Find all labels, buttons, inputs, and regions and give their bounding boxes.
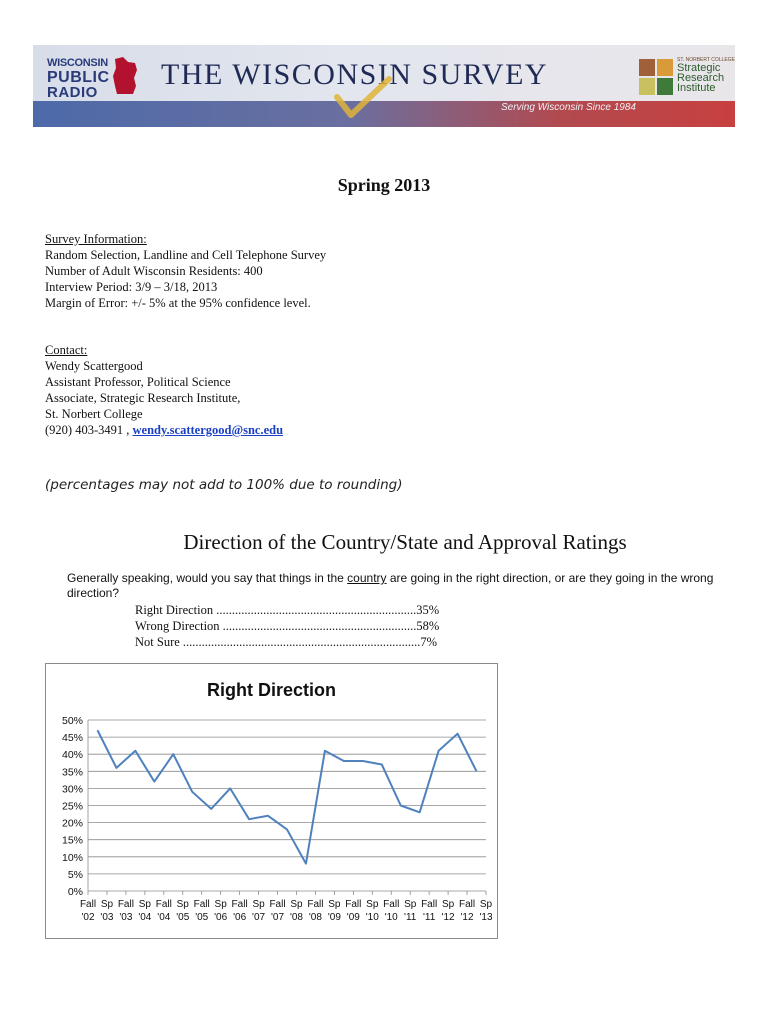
x-tick-label: Fall <box>193 899 210 910</box>
x-tick-label: Fall <box>117 899 134 910</box>
chart-plot <box>46 664 499 940</box>
y-tick-label: 35% <box>61 766 83 779</box>
sri-line1: Strategic <box>677 62 721 74</box>
answer-label: Right Direction <box>135 603 217 617</box>
chart-title: Right Direction <box>207 680 336 700</box>
survey-info-line: Margin of Error: +/- 5% at the 95% confidence level. <box>45 296 311 310</box>
x-tick-label: Fall <box>269 899 286 910</box>
question-keyword: country <box>347 571 387 585</box>
x-tick-label: '13 <box>479 912 493 923</box>
contact-block <box>45 342 283 438</box>
answer-leader: ............................................................................ <box>182 635 421 649</box>
answer-value: 7% <box>420 635 438 649</box>
checkmark-icon <box>333 75 393 125</box>
answer-row <box>135 618 439 634</box>
wpr-logo-line1: WISCONSIN <box>47 57 108 69</box>
y-tick-label: 20% <box>61 817 83 830</box>
x-tick-label: '07 <box>271 912 285 923</box>
right-direction-chart <box>45 663 498 939</box>
x-tick-label: Sp <box>366 899 379 910</box>
x-tick-label: Fall <box>345 899 362 910</box>
contact-email-link[interactable]: wendy.scattergood@snc.edu <box>132 423 284 437</box>
x-tick-label: Fall <box>458 899 476 910</box>
x-tick-label: Sp <box>252 899 265 910</box>
x-tick-label: '10 <box>365 912 379 923</box>
wisconsin-map-icon <box>111 56 139 96</box>
survey-banner <box>33 45 735 127</box>
x-tick-label: '05 <box>176 912 190 923</box>
x-tick-label: '03 <box>100 912 114 923</box>
section-title: Direction of the Country/State and Approval Ratings <box>183 530 627 554</box>
y-tick-label: 10% <box>61 851 83 864</box>
contact-phone: (920) 403-3491 , <box>45 423 133 437</box>
survey-question <box>67 571 727 601</box>
answer-label: Wrong Direction <box>135 619 223 633</box>
answer-value: 35% <box>416 603 440 617</box>
x-tick-label: '12 <box>441 912 455 923</box>
x-tick-label: '10 <box>384 912 398 923</box>
contact-line: St. Norbert College <box>45 407 143 421</box>
y-tick-label: 45% <box>61 732 83 745</box>
y-tick-label: 5% <box>67 868 83 881</box>
survey-info-heading: Survey Information: <box>45 232 147 246</box>
x-tick-label: '08 <box>308 912 322 923</box>
x-tick-label: Sp <box>479 899 493 910</box>
x-tick-label: Sp <box>441 899 455 910</box>
answer-leader: ................................................................ <box>216 603 417 617</box>
answer-leader: .............................................................. <box>222 619 417 633</box>
contact-line: Wendy Scattergood <box>45 359 143 373</box>
x-tick-label: '11 <box>404 912 417 923</box>
x-tick-label: Fall <box>421 899 438 910</box>
answer-label: Not Sure <box>135 635 183 649</box>
x-tick-label: Fall <box>307 899 324 910</box>
answer-value: 58% <box>416 619 440 633</box>
x-tick-label: '04 <box>138 912 152 923</box>
x-tick-label: '02 <box>81 912 95 923</box>
x-tick-label: '03 <box>119 912 133 923</box>
x-tick-label: '05 <box>195 912 209 923</box>
x-tick-label: '08 <box>289 912 303 923</box>
survey-information <box>45 231 326 311</box>
x-tick-label: '07 <box>252 912 266 923</box>
sri-squares-icon <box>639 59 673 95</box>
y-tick-label: 50% <box>61 715 83 727</box>
sri-name <box>677 63 724 93</box>
x-tick-label: Sp <box>176 899 189 910</box>
y-tick-label: 25% <box>61 800 83 813</box>
x-tick-label: Sp <box>290 899 303 910</box>
wisconsin-public-radio-logo <box>39 54 137 100</box>
x-tick-label: Fall <box>231 899 248 910</box>
sri-line2: Research <box>677 72 725 84</box>
series-line <box>97 730 476 863</box>
contact-heading: Contact: <box>45 343 88 357</box>
x-tick-label: '09 <box>346 912 360 923</box>
sri-line3: Institute <box>677 82 716 94</box>
question-text-start: Generally speaking, would you say that things in the <box>67 571 348 585</box>
x-tick-label: '06 <box>233 912 247 923</box>
x-tick-label: Fall <box>155 899 172 910</box>
answer-list <box>135 602 439 650</box>
x-tick-label: '09 <box>327 912 341 923</box>
banner-tagline: Serving Wisconsin Since 1984 <box>501 102 636 113</box>
y-tick-label: 15% <box>61 834 83 847</box>
x-tick-label: '11 <box>422 912 436 923</box>
x-tick-label: Sp <box>404 899 417 910</box>
rounding-note: (percentages may not add to 100% due to rounding) <box>45 477 403 493</box>
strategic-research-institute-logo <box>639 57 735 97</box>
survey-info-line: Interview Period: 3/9 – 3/18, 2013 <box>45 280 218 294</box>
x-tick-label: '06 <box>214 912 228 923</box>
x-tick-label: Sp <box>138 899 151 910</box>
x-tick-label: Sp <box>100 899 114 910</box>
y-tick-label: 0% <box>67 886 83 898</box>
season-title: Spring 2013 <box>337 175 431 195</box>
y-tick-label: 30% <box>61 783 83 796</box>
x-tick-label: '04 <box>157 912 171 923</box>
wpr-logo-line2: PUBLIC <box>47 69 110 86</box>
x-tick-label: '12 <box>460 912 474 923</box>
answer-row <box>135 602 439 618</box>
wpr-logo-line3: RADIO <box>47 84 98 101</box>
banner-title: THE WISCONSIN SURVEY <box>161 58 549 91</box>
contact-line: Assistant Professor, Political Science <box>45 375 231 389</box>
y-tick-label: 40% <box>61 749 83 762</box>
x-tick-label: Sp <box>328 899 341 910</box>
x-tick-label: Fall <box>383 899 400 910</box>
contact-phone-line <box>45 422 283 438</box>
x-tick-label: Fall <box>79 899 97 910</box>
survey-info-line: Number of Adult Wisconsin Residents: 400 <box>45 264 263 278</box>
survey-info-line: Random Selection, Landline and Cell Telephone Survey <box>45 248 327 262</box>
sri-college-label: ST. NORBERT COLLEGE <box>677 57 735 63</box>
x-tick-label: Sp <box>214 899 227 910</box>
contact-line: Associate, Strategic Research Institute, <box>45 391 241 405</box>
answer-row <box>135 634 439 650</box>
question-text-end: are going in the right direction, or are they going in the wrong direction? <box>67 571 714 600</box>
